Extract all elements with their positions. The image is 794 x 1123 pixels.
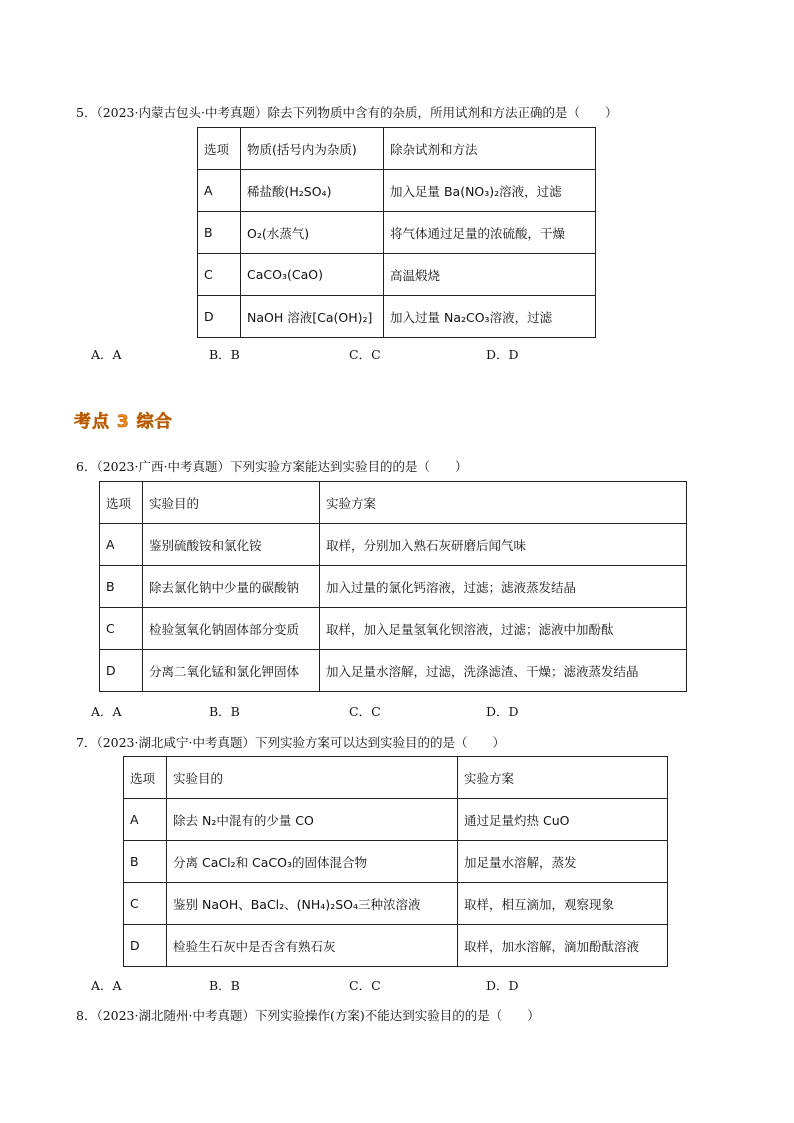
- table-cell: A: [124, 799, 167, 841]
- table-cell: 加入足量水溶解，过滤，洗涤滤渣、干燥；滤液蒸发结晶: [320, 650, 687, 692]
- table-cell: 分离 CaCl₂和 CaCO₃的固体混合物: [167, 841, 458, 883]
- option-b[interactable]: B．B: [209, 978, 240, 993]
- table-cell: CaCO₃(CaO): [241, 254, 384, 296]
- table-cell: 除去氯化钠中少量的碳酸钠: [143, 566, 320, 608]
- table-cell: 鉴别 NaOH、BaCl₂、(NH₄)₂SO₄三种浓溶液: [167, 883, 458, 925]
- table-row: [100, 566, 687, 608]
- table-cell: 鉴别硫酸铵和氯化铵: [143, 524, 320, 566]
- header-cell: 实验目的: [167, 757, 458, 799]
- header-cell: 选项: [124, 757, 167, 799]
- option-d[interactable]: D．D: [486, 347, 519, 362]
- section-heading: 考点 3 综合: [74, 412, 173, 432]
- question-5-table: [197, 127, 596, 338]
- header-cell: 选项: [198, 128, 241, 170]
- table-cell: D: [100, 650, 143, 692]
- question-8-stem: 8．（2023·湖北随州·中考真题）下列实验操作(方案)不能达到实验目的的是（ ）: [76, 1008, 540, 1023]
- table-cell: 分离二氧化锰和氯化钾固体: [143, 650, 320, 692]
- table-row: [198, 212, 596, 254]
- table-cell: C: [198, 254, 241, 296]
- header-cell: 实验方案: [320, 482, 687, 524]
- table-cell: 取样，相互滴加，观察现象: [458, 883, 668, 925]
- table-cell: O₂(水蒸气): [241, 212, 384, 254]
- option-a[interactable]: A．A: [91, 704, 122, 719]
- table-cell: 除去 N₂中混有的少量 CO: [167, 799, 458, 841]
- header-cell: 选项: [100, 482, 143, 524]
- table-cell: A: [100, 524, 143, 566]
- question-5-stem: 5．（2023·内蒙古包头·中考真题）除去下列物质中含有的杂质，所用试剂和方法正确的是（ ）: [76, 105, 618, 120]
- table-cell: 取样，分别加入熟石灰研磨后闻气味: [320, 524, 687, 566]
- option-a[interactable]: A．A: [91, 978, 122, 993]
- table-cell: 通过足量灼热 CuO: [458, 799, 668, 841]
- table-cell: C: [100, 608, 143, 650]
- option-d[interactable]: D．D: [486, 704, 519, 719]
- table-cell: 取样，加水溶解，滴加酚酞溶液: [458, 925, 668, 967]
- question-7-stem: 7．（2023·湖北咸宁·中考真题）下列实验方案可以达到实验目的的是（ ）: [76, 735, 505, 750]
- header-cell: 除杂试剂和方法: [384, 128, 596, 170]
- table-cell: 检验生石灰中是否含有熟石灰: [167, 925, 458, 967]
- table-cell: B: [100, 566, 143, 608]
- table-row: [198, 170, 596, 212]
- table-row: [124, 925, 668, 967]
- table-row: [124, 883, 668, 925]
- table-cell: 加足量水溶解，蒸发: [458, 841, 668, 883]
- option-b[interactable]: B．B: [209, 347, 240, 362]
- header-cell: 物质(括号内为杂质): [241, 128, 384, 170]
- header-cell: 实验目的: [143, 482, 320, 524]
- table-row: [124, 799, 668, 841]
- option-a[interactable]: A．A: [91, 347, 122, 362]
- option-c[interactable]: C．C: [349, 347, 381, 362]
- option-b[interactable]: B．B: [209, 704, 240, 719]
- table-row: [100, 524, 687, 566]
- table-header-row: [100, 482, 687, 524]
- table-header-row: [198, 128, 596, 170]
- table-cell: B: [124, 841, 167, 883]
- table-row: [198, 254, 596, 296]
- table-row: [124, 841, 668, 883]
- question-7-table: [123, 756, 668, 967]
- table-cell: 加入过量的氯化钙溶液，过滤；滤液蒸发结晶: [320, 566, 687, 608]
- option-d[interactable]: D．D: [486, 978, 519, 993]
- table-row: [100, 608, 687, 650]
- table-row: [100, 650, 687, 692]
- table-cell: 高温煅烧: [384, 254, 596, 296]
- table-cell: A: [198, 170, 241, 212]
- header-cell: 实验方案: [458, 757, 668, 799]
- table-cell: D: [124, 925, 167, 967]
- table-cell: C: [124, 883, 167, 925]
- table-cell: B: [198, 212, 241, 254]
- table-cell: 稀盐酸(H₂SO₄): [241, 170, 384, 212]
- question-6-stem: 6．（2023·广西·中考真题）下列实验方案能达到实验目的的是（ ）: [76, 459, 468, 474]
- table-header-row: [124, 757, 668, 799]
- table-cell: 取样，加入足量氢氧化钡溶液，过滤；滤液中加酚酞: [320, 608, 687, 650]
- table-row: [198, 296, 596, 338]
- table-cell: D: [198, 296, 241, 338]
- table-cell: 检验氢氧化钠固体部分变质: [143, 608, 320, 650]
- option-c[interactable]: C．C: [349, 978, 381, 993]
- question-6-table: [99, 481, 687, 692]
- table-cell: NaOH 溶液[Ca(OH)₂]: [241, 296, 384, 338]
- table-cell: 加入过量 Na₂CO₃溶液，过滤: [384, 296, 596, 338]
- table-cell: 将气体通过足量的浓硫酸，干燥: [384, 212, 596, 254]
- option-c[interactable]: C．C: [349, 704, 381, 719]
- table-cell: 加入足量 Ba(NO₃)₂溶液，过滤: [384, 170, 596, 212]
